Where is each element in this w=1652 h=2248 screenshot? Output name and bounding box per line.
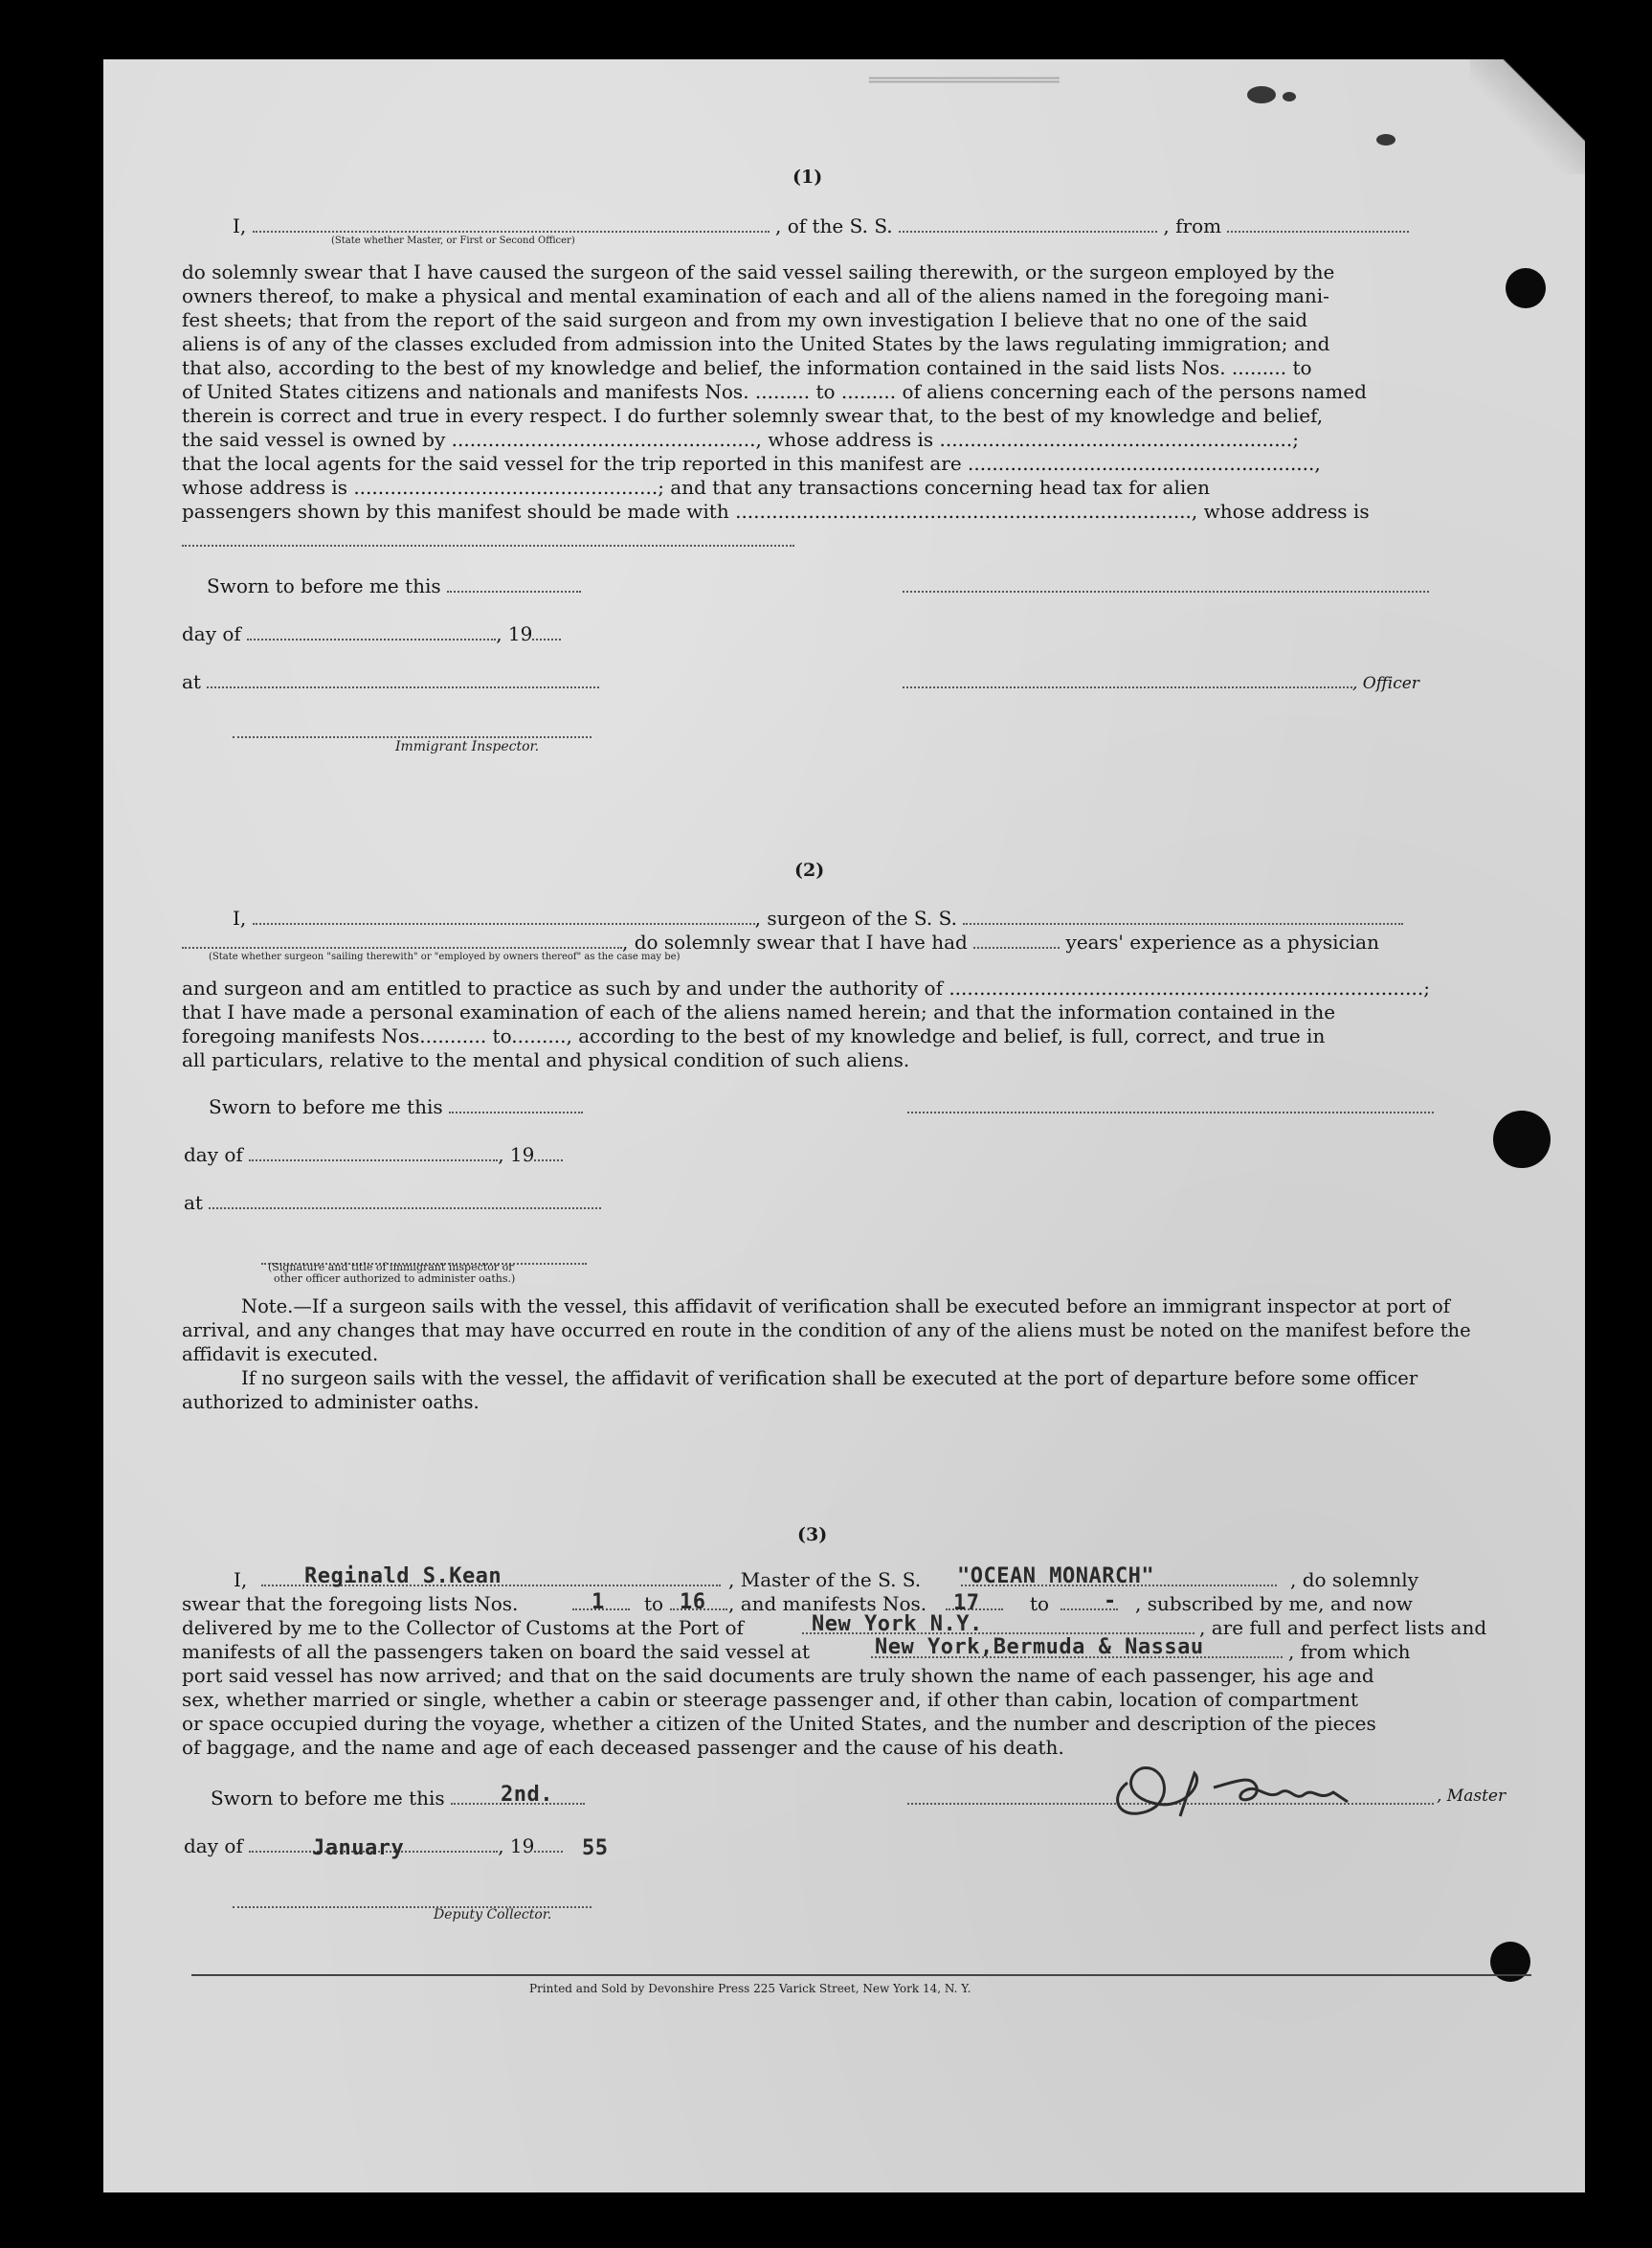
- section-3-first-line: [234, 1568, 247, 1591]
- address-blank-line: [182, 528, 794, 551]
- manifest-page: [103, 59, 1585, 2192]
- paragraph-line: sex, whether married or single, whether a cabin or steerage passenger and, if other than cabin, location of compartment: [182, 1688, 1359, 1711]
- paragraph-line: whose address is ..................................................; and that any transactions concerning head tax for alien: [182, 476, 1210, 499]
- printer-imprint: Printed and Sold by Devonshire Press 225 Varick Street, New York 14, N. Y.: [529, 1982, 971, 1995]
- paragraph-line: foregoing manifests Nos........... to........., according to the best of my knowledge and belief, is full, correct, and true in: [182, 1024, 1326, 1047]
- footer-divider: [191, 1974, 1531, 1976]
- officer-line: [903, 670, 1419, 693]
- day-of-line: [184, 1143, 563, 1166]
- punch-hole: [1506, 268, 1546, 308]
- officer-signature-blank: [903, 574, 1429, 597]
- sworn-month: January: [312, 1836, 405, 1860]
- signature-hint-2: other officer authorized to administer oaths.): [274, 1272, 516, 1285]
- pronoun-label: I,: [233, 907, 247, 930]
- vessel-blank: [899, 227, 1157, 233]
- day-of-label: day of: [182, 622, 241, 645]
- paragraph-line: of United States citizens and nationals and manifests Nos. ......... to ......... of aliens concerning each of the persons named: [182, 380, 1367, 403]
- section-2-first-line: [233, 907, 1403, 930]
- from-label: , from: [1163, 214, 1222, 237]
- surgeon-signature-blank: [907, 1095, 1434, 1118]
- torn-corner: [1470, 59, 1585, 174]
- section-3-number: (3): [797, 1524, 828, 1545]
- solemnly-label: , do solemnly: [1290, 1568, 1418, 1591]
- lists-line: [182, 1592, 518, 1615]
- paragraph-line: aliens is of any of the classes excluded from admission into the United States by the laws regulating immigration; and: [182, 332, 1330, 355]
- paragraph-line: do solemnly swear that I have caused the surgeon of the said vessel sailing therewith, or the surgeon employed by the: [182, 260, 1335, 283]
- day-of-label: day of: [184, 1834, 243, 1857]
- vessel-label: , of the S. S.: [774, 214, 893, 237]
- paragraph-line: fest sheets; that from the report of the said surgeon and from my own investigation I believe that no one of the said: [182, 308, 1308, 331]
- solemnly-label: , do solemnly swear that I have had: [622, 931, 968, 954]
- surgeon-label: , surgeon of the S. S.: [754, 907, 957, 930]
- master-name: Reginald S.Kean: [304, 1564, 502, 1588]
- taken-on-board-label: manifests of all the passengers taken on board the said vessel at: [182, 1640, 811, 1663]
- lists-from: 1: [592, 1590, 605, 1614]
- from-which-label: , from which: [1288, 1640, 1411, 1663]
- at-line: [182, 670, 599, 693]
- paragraph-line: or space occupied during the voyage, whether a citizen of the United States, and the number and description of the pieces: [182, 1712, 1376, 1735]
- vessel-name: "OCEAN MONARCH": [957, 1564, 1155, 1588]
- sworn-year: 55: [582, 1836, 609, 1860]
- collector-label: delivered by me to the Collector of Customs at the Port of: [182, 1616, 744, 1639]
- lists-label: swear that the foregoing lists Nos.: [182, 1592, 519, 1615]
- day-of-label: day of: [184, 1143, 243, 1166]
- sworn-label: Sworn to before me this: [207, 574, 441, 597]
- paragraph-line: port said vessel has now arrived; and that on the said documents are truly shown the name of each passenger, his age and: [182, 1664, 1374, 1687]
- deputy-collector-label: Deputy Collector.: [434, 1907, 552, 1922]
- full-lists-label: , are full and perfect lists and: [1199, 1616, 1487, 1639]
- manifests-from: 17: [953, 1591, 980, 1615]
- departure-ports: New York,Bermuda & Nassau: [875, 1635, 1204, 1659]
- lists-to: 16: [680, 1590, 706, 1614]
- sworn-label: Sworn to before me this: [211, 1787, 445, 1810]
- inspector-label: Immigrant Inspector.: [395, 739, 540, 754]
- master-signature: [1089, 1744, 1376, 1831]
- subscribed-label: , subscribed by me, and now: [1135, 1592, 1413, 1615]
- paragraph-line: and surgeon and am entitled to practice as such by and under the authority of ..............................................................................;: [182, 977, 1430, 1000]
- signature-hint-1: (Signature and title of immigrant inspector or: [268, 1261, 514, 1273]
- at-label: at: [184, 1191, 203, 1214]
- section-2-number: (2): [794, 860, 825, 881]
- paragraph-line: of baggage, and the name and age of each deceased passenger and the cause of his death.: [182, 1736, 1064, 1759]
- lists-to-label: to: [644, 1592, 664, 1615]
- master-of-label: , Master of the S. S.: [728, 1568, 922, 1591]
- manifests-to-label: to: [1030, 1592, 1050, 1615]
- taken-on-board-line: [182, 1640, 810, 1663]
- ink-smudge: [1376, 134, 1395, 146]
- note-2: If no surgeon sails with the vessel, the affidavit of verification shall be executed at the port of departure before some officer authorized to administer oaths.: [182, 1367, 1418, 1413]
- paragraph-line: all particulars, relative to the mental and physical condition of such aliens.: [182, 1048, 910, 1071]
- sworn-day: 2nd.: [501, 1783, 553, 1807]
- officer-label: , Officer: [1352, 674, 1419, 693]
- officer-hint: (State whether Master, or First or Second Officer): [331, 236, 575, 246]
- paragraph-line: that I have made a personal examination of each of the aliens named herein; and that the information contained in the: [182, 1000, 1336, 1023]
- paragraph-line: the said vessel is owned by .................................................., whose address is ..........................................................;: [182, 428, 1300, 451]
- experience-label: years' experience as a physician: [1065, 931, 1379, 954]
- section-1-first-line: [233, 214, 1409, 237]
- paragraph-line: that the local agents for the said vessel for the trip reported in this manifest are .........................................................,: [182, 452, 1321, 475]
- paragraph-line: therein is correct and true in every respect. I do further solemnly swear that, to the best of my knowledge and belief,: [182, 404, 1324, 427]
- port-of-arrival: New York N.Y.: [812, 1612, 983, 1636]
- from-blank: [1227, 227, 1409, 233]
- master-label: , Master: [1437, 1787, 1507, 1806]
- section-2-second-line: [182, 931, 1379, 954]
- pronoun-label: I,: [233, 214, 247, 237]
- year-label: , 19: [498, 1143, 535, 1166]
- manifests-label: , and manifests Nos.: [728, 1592, 927, 1615]
- bleed-through-text: ═══════════════: [869, 69, 1060, 93]
- collector-line: [182, 1616, 744, 1639]
- sworn-line: [209, 1095, 583, 1118]
- paragraph-line: passengers shown by this manifest should be made with ..........................................................................., whose address is: [182, 500, 1370, 523]
- surgeon-hint: (State whether surgeon "sailing therewith" or "employed by owners thereof" as the case may be): [209, 952, 681, 962]
- ink-smudge: [1283, 92, 1296, 101]
- paragraph-line: that also, according to the best of my knowledge and belief, the information contained in the said lists Nos. ......... to: [182, 356, 1312, 379]
- year-label: , 19: [496, 622, 533, 645]
- section-1-number: (1): [793, 167, 823, 188]
- punch-hole: [1493, 1111, 1551, 1168]
- year-prefix: , 19: [498, 1834, 535, 1857]
- at-label: at: [182, 670, 201, 693]
- pronoun-label: I,: [234, 1568, 248, 1591]
- note-1: Note.—If a surgeon sails with the vessel, this affidavit of verification shall be executed before an immigrant inspector at port of arrival, and any changes that may have occurred en route in the condition of any of the aliens must be noted on the manifest before the affidavit is executed.: [182, 1295, 1471, 1365]
- ink-smudge: [1247, 86, 1276, 103]
- at-line: [184, 1191, 601, 1214]
- officer-blank: [253, 227, 770, 233]
- day-of-line: [182, 622, 561, 645]
- paragraph-line: owners thereof, to make a physical and mental examination of each and all of the aliens named in the foregoing mani-: [182, 284, 1329, 307]
- manifests-to: -: [1104, 1589, 1117, 1613]
- sworn-label: Sworn to before me this: [209, 1095, 443, 1118]
- sworn-line: [207, 574, 581, 597]
